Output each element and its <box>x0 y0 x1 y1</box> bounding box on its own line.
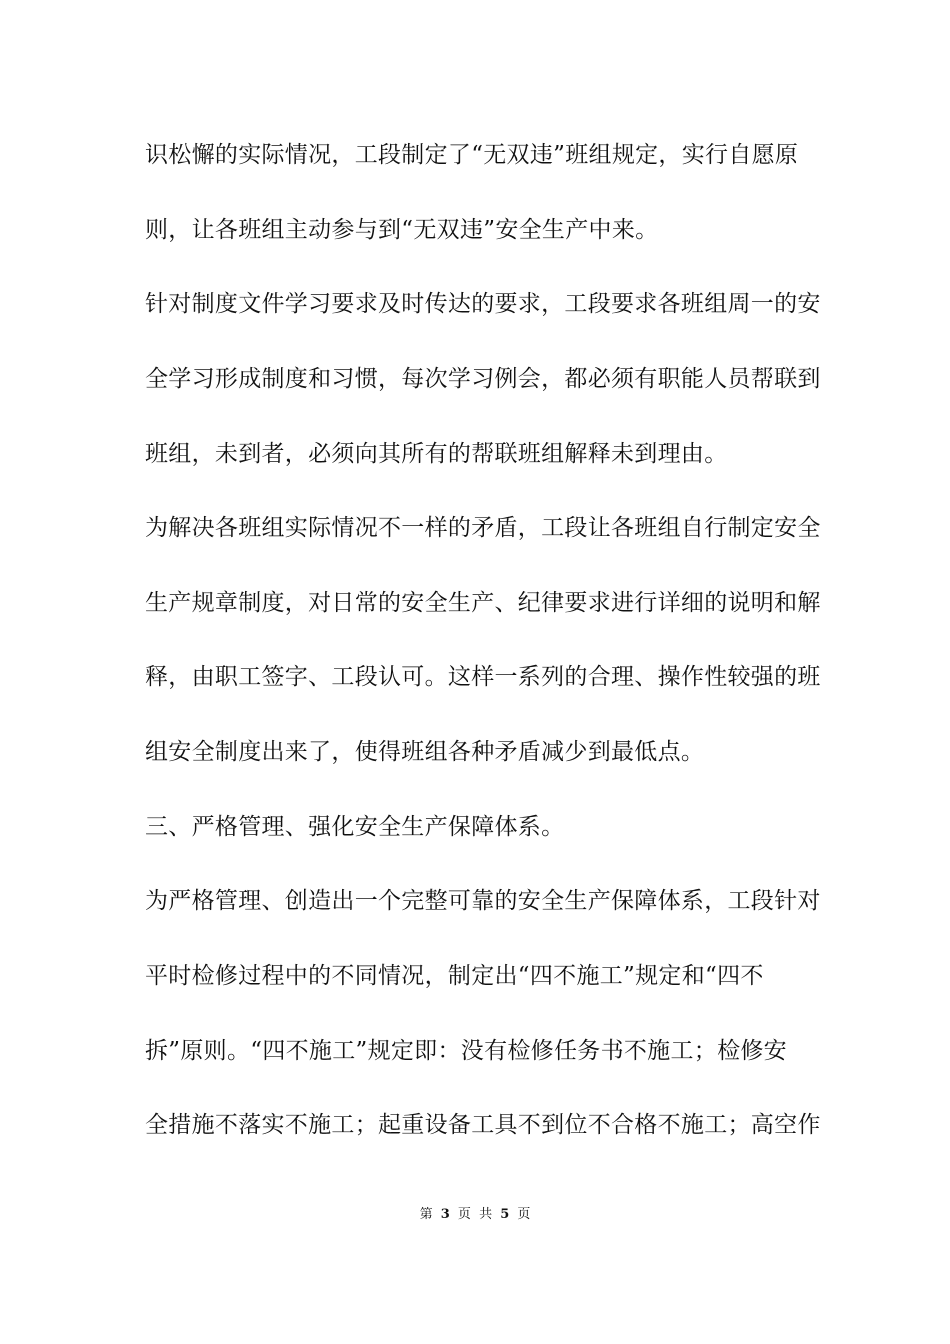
current-page-number: 3 <box>440 1207 450 1222</box>
body-line: 组安全制度出来了，使得班组各种矛盾减少到最低点。 <box>145 739 705 765</box>
body-line: 生产规章制度，对日常的安全生产、纪律要求进行详细的说明和解 <box>145 590 821 616</box>
body-line: 全学习形成制度和习惯，每次学习例会，都必须有职能人员帮联到 <box>145 366 821 392</box>
body-line: 为严格管理、创造出一个完整可靠的安全生产保障体系，工段针对 <box>145 888 821 914</box>
body-line: 释，由职工签字、工段认可。这样一系列的合理、操作性较强的班 <box>145 664 821 690</box>
body-line: 全措施不落实不施工；起重设备工具不到位不合格不施工；高空作 <box>145 1112 821 1138</box>
total-page-number: 5 <box>500 1207 510 1222</box>
body-line: 平时检修过程中的不同情况，制定出“四不施工”规定和“四不 <box>145 963 764 989</box>
page-footer <box>0 1206 950 1224</box>
footer-page-word: 页 <box>457 1207 471 1222</box>
footer-prefix: 第 <box>419 1207 433 1222</box>
body-line: 针对制度文件学习要求及时传达的要求，工段要求各班组周一的安 <box>145 291 821 317</box>
body-line: 识松懈的实际情况，工段制定了“无双违”班组规定，实行自愿原 <box>145 142 799 168</box>
body-line: 为解决各班组实际情况不一样的矛盾，工段让各班组自行制定安全 <box>145 515 821 541</box>
footer-suffix: 页 <box>517 1207 531 1222</box>
section-heading: 三、严格管理、强化安全生产保障体系。 <box>145 814 565 840</box>
footer-total-word: 共 <box>479 1207 493 1222</box>
body-line: 拆”原则。“四不施工”规定即：没有检修任务书不施工；检修安 <box>145 1038 787 1064</box>
body-line: 则，让各班组主动参与到“无双违”安全生产中来。 <box>145 217 659 243</box>
body-line: 班组，未到者，必须向其所有的帮联班组解释未到理由。 <box>145 441 728 467</box>
